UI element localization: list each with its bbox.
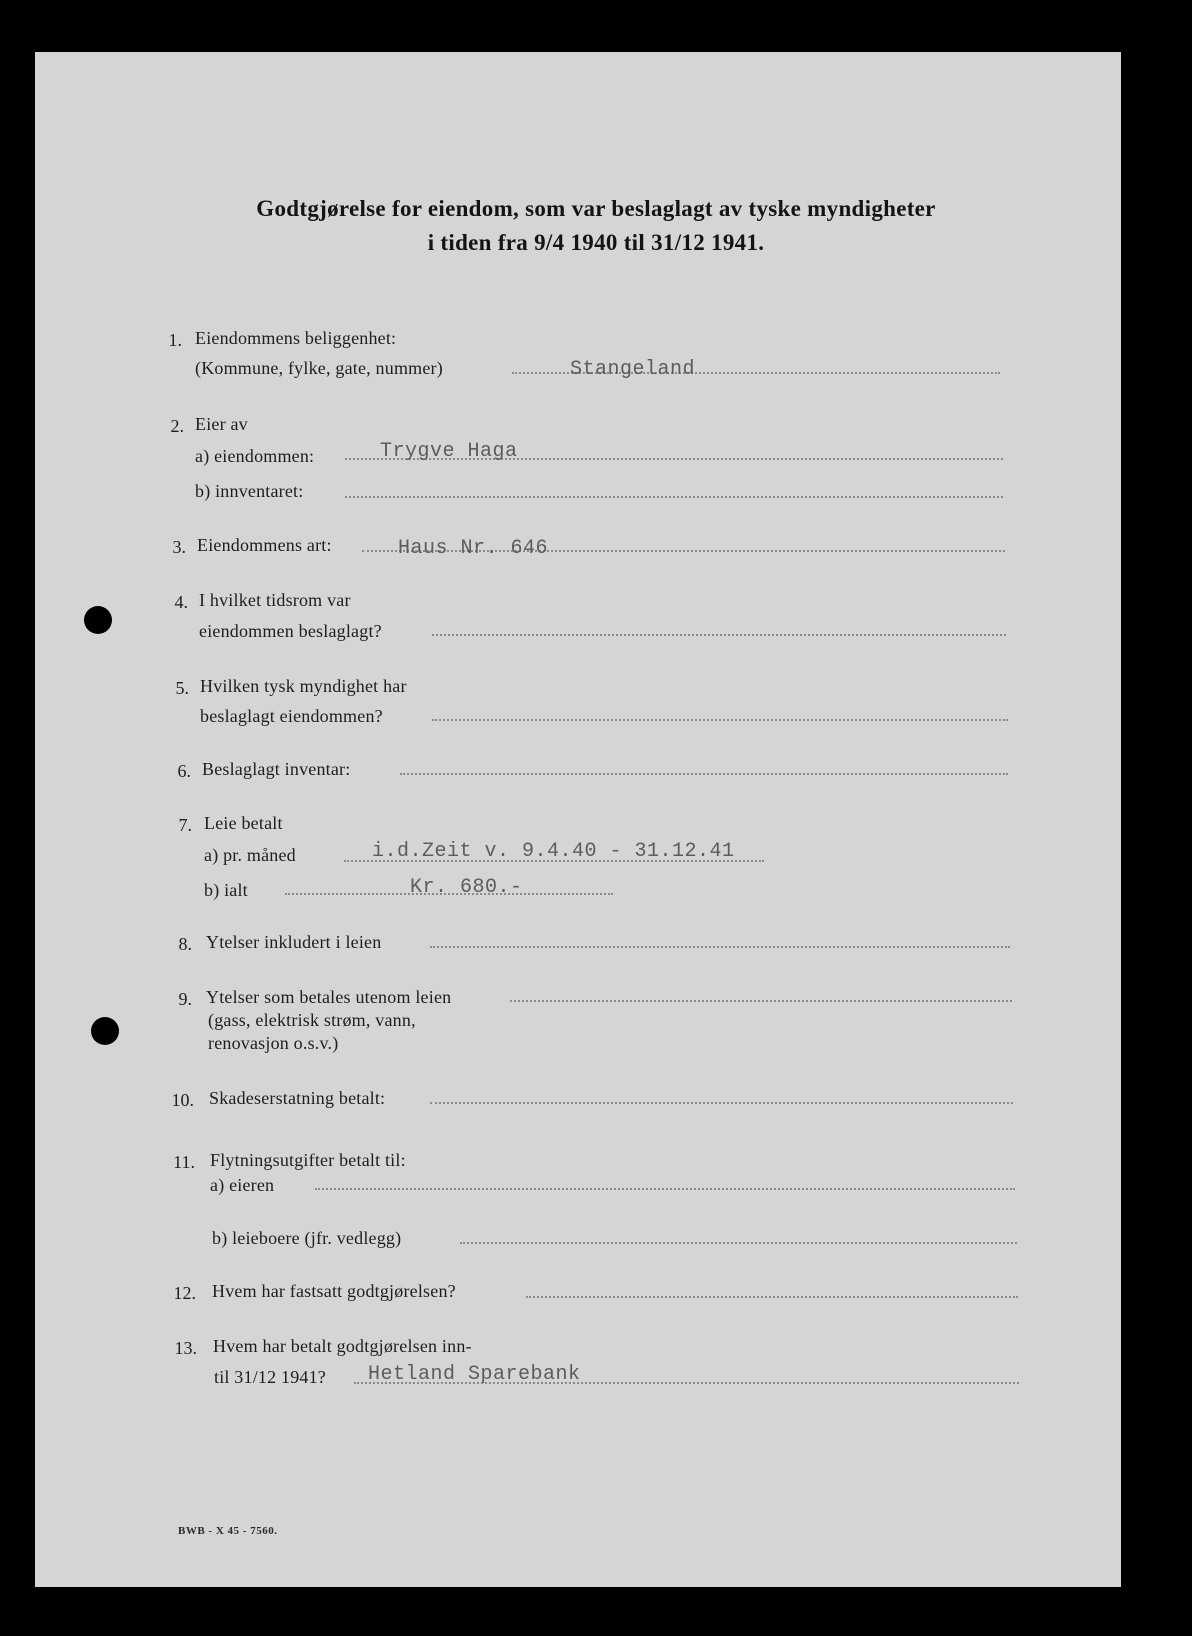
item-13-number: 13.	[174, 1338, 197, 1358]
item-7b-label: b) ialt	[204, 880, 248, 900]
item-12-number: 12.	[173, 1283, 196, 1303]
item-2a-answer: Trygve Haga	[380, 440, 518, 463]
item-9-sublabel-1: (gass, elektrisk strøm, vann,	[208, 1010, 416, 1030]
item-8-number: 8.	[178, 934, 192, 954]
item-5-sublabel: beslaglagt eiendommen?	[200, 706, 383, 726]
item-6-answer-line	[400, 773, 1008, 775]
item-8-answer-line	[430, 946, 1010, 948]
item-2-number: 2.	[170, 416, 184, 436]
item-9-number: 9.	[178, 989, 192, 1009]
item-7b-answer: Kr. 680.-	[410, 876, 523, 899]
item-10-answer-line	[430, 1102, 1013, 1104]
item-4-answer-line	[432, 634, 1006, 636]
item-7-number: 7.	[178, 815, 192, 835]
item-3-answer: Haus Nr. 646	[398, 537, 549, 560]
item-9-answer-line	[510, 1000, 1012, 1002]
item-6-label: Beslaglagt inventar:	[202, 759, 351, 779]
item-12-answer-line	[526, 1296, 1018, 1298]
item-7-label: Leie betalt	[204, 813, 283, 833]
item-11b-answer-line	[460, 1242, 1017, 1244]
item-2b-answer-line	[345, 496, 1003, 498]
form-code: BWB - X 45 - 7560.	[178, 1525, 278, 1537]
item-11-number: 11.	[173, 1152, 195, 1172]
item-3-number: 3.	[172, 537, 186, 557]
item-13-sublabel: til 31/12 1941?	[214, 1367, 326, 1387]
item-5-label: Hvilken tysk myndighet har	[200, 676, 407, 696]
item-9-sublabel-2: renovasjon o.s.v.)	[208, 1033, 339, 1053]
item-5-number: 5.	[175, 678, 189, 698]
item-1-answer: Stangeland	[570, 358, 696, 381]
punch-hole	[91, 1017, 119, 1045]
item-8-label: Ytelser inkludert i leien	[206, 932, 382, 952]
item-3-label: Eiendommens art:	[197, 535, 332, 555]
item-6-number: 6.	[177, 761, 191, 781]
item-7a-answer: i.d.Zeit v. 9.4.40 - 31.12.41	[372, 840, 735, 863]
item-11b-label: b) leieboere (jfr. vedlegg)	[212, 1228, 402, 1248]
item-13-label: Hvem har betalt godtgjørelsen inn-	[213, 1336, 472, 1356]
item-12-label: Hvem har fastsatt godtgjørelsen?	[212, 1281, 456, 1301]
item-11a-answer-line	[315, 1188, 1015, 1190]
item-1-sublabel: (Kommune, fylke, gate, nummer)	[195, 358, 443, 378]
item-10-label: Skadeserstatning betalt:	[209, 1088, 386, 1108]
punch-hole	[84, 606, 112, 634]
item-5-answer-line	[432, 719, 1008, 721]
item-11-label: Flytningsutgifter betalt til:	[210, 1150, 406, 1170]
item-4-label: I hvilket tidsrom var	[199, 590, 351, 610]
item-1-number: 1.	[168, 330, 182, 350]
item-7a-label: a) pr. måned	[204, 845, 296, 865]
item-2-label: Eier av	[195, 414, 248, 434]
item-13-answer: Hetland Sparebank	[368, 1363, 581, 1386]
item-2b-label: b) innventaret:	[195, 481, 304, 501]
item-10-number: 10.	[171, 1090, 194, 1110]
form-title-line-1: Godtgjørelse for eiendom, som var beslaglagt av tyske myndigheter	[256, 196, 936, 221]
item-9-label: Ytelser som betales utenom leien	[206, 987, 452, 1007]
form-title-line-2: i tiden fra 9/4 1940 til 31/12 1941.	[427, 230, 765, 255]
item-2a-label: a) eiendommen:	[195, 446, 315, 466]
item-4-sublabel: eiendommen beslaglagt?	[199, 621, 382, 641]
item-4-number: 4.	[174, 592, 188, 612]
form-sheet	[35, 52, 1121, 1587]
item-11a-label: a) eieren	[210, 1175, 275, 1195]
item-1-label: Eiendommens beliggenhet:	[195, 328, 397, 348]
